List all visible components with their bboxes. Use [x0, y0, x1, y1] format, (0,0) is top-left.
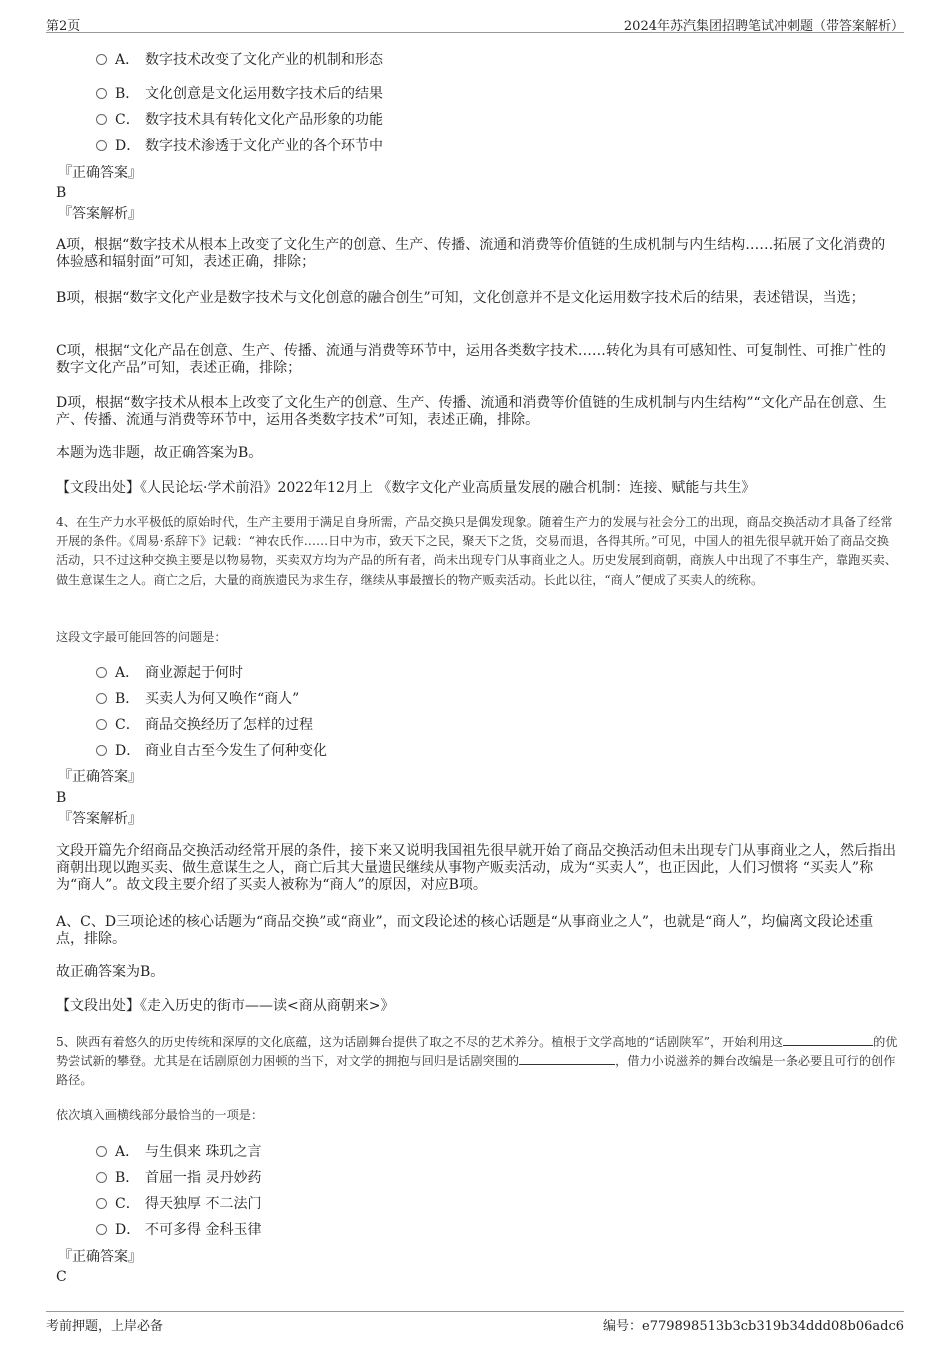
- q3-analysis-c: C项，根据“文化产品在创意、生产、传播、流通与消费等环节中，运用各类数字技术……转化为具有可感知性、可复制性、可推广性的数字文化产品”可知，表述正确，排除；: [56, 343, 886, 376]
- q3-option-b[interactable]: B． 文化创意是文化运用数字技术后的结果: [96, 85, 383, 103]
- q4-option-b[interactable]: B． 买卖人为何又唤作“商人”: [96, 690, 299, 708]
- radio-icon[interactable]: [96, 1146, 107, 1157]
- q3-option-c[interactable]: C． 数字技术具有转化文化产品形象的功能: [96, 111, 383, 129]
- fill-blank-2[interactable]: [519, 1052, 615, 1065]
- radio-icon[interactable]: [96, 88, 107, 99]
- q3-analysis-a: A项，根据“数字技术从根本上改变了文化生产的创意、生产、传播、流通和消费等价值链的生成机制与内生结构……拓展了文化消费的体验感和辐射面”可知，表述正确，排除；: [56, 237, 886, 270]
- fill-blank-1[interactable]: [783, 1033, 873, 1046]
- q3-option-a[interactable]: A． 数字技术改变了文化产业的机制和形态: [96, 51, 383, 69]
- radio-icon[interactable]: [96, 1224, 107, 1235]
- document-id: 编号：e779898513b3cb319b34ddd08b06adc6: [603, 1319, 904, 1334]
- radio-icon[interactable]: [96, 1198, 107, 1209]
- q4-analysis-exclude: A、C、D三项论述的核心话题为“商品交换”或“商业”，而文段论述的核心话题是“从事商业之人”，也就是“商人”，均偏离文段论述重点，排除。: [56, 914, 874, 947]
- radio-icon[interactable]: [96, 693, 107, 704]
- q4-answer-label: 『正确答案』: [58, 769, 142, 785]
- q4-source: 【文段出处】《走入历史的街市——读<商从商朝来>》: [56, 998, 395, 1014]
- page-footer: [46, 1311, 904, 1334]
- q4-stem: 4、在生产力水平极低的原始时代，生产主要用于满足自身所需，产品交换只是偶发现象。随着生产力的发展与社会分工的出现，商品交换活动才具备了经常开展的条件。《周易·系辞下》记载：“神农氏作……日中为市，致天下之民，聚天下之货，交易而退，各得其所。”可见，中国人的祖先很早就开始了商品交换活动，只不过这种交换主要是以物易物，买卖双方均为产品的所有者，尚未出现专门从事商业之人。历史发展到商朝，商族人中出现了不事生产，靠跑买卖、做生意谋生之人。商亡之后，大量的商族遗民为求生存，继续从事最擅长的物产贩卖活动。长此以往，“商人”便成了买卖人的统称。: [56, 515, 897, 587]
- q3-analysis-d: D项，根据“数字技术从根本上改变了文化生产的创意、生产、传播、流通和消费等价值链的生成机制与内生结构”“文化产品在创意、生产、传播、流通与消费等环节中，运用各类数字技术”可知，表述正确，排除。: [56, 395, 887, 428]
- q4-option-a[interactable]: A． 商业源起于何时: [96, 664, 243, 682]
- q4-answer: B: [56, 790, 67, 806]
- radio-icon[interactable]: [96, 54, 107, 65]
- radio-icon[interactable]: [96, 114, 107, 125]
- page-header: [46, 12, 904, 33]
- q3-option-d[interactable]: D． 数字技术渗透于文化产业的各个环节中: [96, 137, 383, 155]
- q5-option-c[interactable]: C． 得天独厚 不二法门: [96, 1195, 261, 1213]
- q5-option-a[interactable]: A． 与生俱来 珠玑之言: [96, 1143, 261, 1161]
- q4-option-d[interactable]: D． 商业自古至今发生了何种变化: [96, 742, 327, 760]
- q4-question: 这段文字最可能回答的问题是：: [56, 630, 227, 644]
- q4-analysis-main: 文段开篇先介绍商品交换活动经常开展的条件，接下来又说明我国祖先很早就开始了商品交换活动但未出现专门从事商业之人，然后指出商朝出现以跑买卖、做生意谋生之人，商亡后其大量遗民继续从事物产贩卖活动，成为“买卖人”，也正因此，人们习惯将 “买卖人”称为“商人”。故文段主要介绍了买卖人被称为“商人”的原因，对应B项。: [56, 843, 896, 893]
- radio-icon[interactable]: [96, 719, 107, 730]
- q3-answer: B: [56, 185, 67, 201]
- q4-option-c[interactable]: C． 商品交换经历了怎样的过程: [96, 716, 313, 734]
- q5-answer-label: 『正确答案』: [58, 1249, 142, 1265]
- radio-icon[interactable]: [96, 1172, 107, 1183]
- footer-slogan: 考前押题，上岸必备: [46, 1319, 164, 1334]
- q5-question: 依次填入画横线部分最恰当的一项是：: [56, 1108, 264, 1122]
- radio-icon[interactable]: [96, 745, 107, 756]
- q5-option-d[interactable]: D． 不可多得 金科玉律: [96, 1221, 261, 1239]
- page-number: 第2页: [46, 19, 81, 34]
- document-title: 2024年苏汽集团招聘笔试冲刺题（带答案解析）: [623, 19, 904, 34]
- q5-answer: C: [56, 1269, 67, 1285]
- q4-analysis-label: 『答案解析』: [58, 811, 142, 827]
- q3-answer-label: 『正确答案』: [58, 165, 142, 181]
- q3-analysis-b: B项，根据“数字文化产业是数字技术与文化创意的融合创生”可知，文化创意并不是文化运用数字技术后的结果，表述错误，当选；: [56, 290, 865, 306]
- q3-analysis-label: 『答案解析』: [58, 206, 142, 222]
- radio-icon[interactable]: [96, 667, 107, 678]
- q5-option-b[interactable]: B． 首屈一指 灵丹妙药: [96, 1169, 261, 1187]
- q5-stem: 5、陕西有着悠久的历史传统和深厚的文化底蕴，这为话剧舞台提供了取之不尽的艺术养分。植根于文学高地的“话剧陕军”，开始利用这 的优势尝试新的攀登。尤其是在话剧原创力困顿的当下，对文学的拥抱与回归是话剧突围的 ，借力小说滋养的舞台改编是一条必要且可行的创作路径。: [56, 1035, 898, 1088]
- radio-icon[interactable]: [96, 140, 107, 151]
- q4-conclusion: 故正确答案为B。: [56, 964, 165, 980]
- q3-source: 【文段出处】《人民论坛·学术前沿》2022年12月上 《数字文化产业高质量发展的融合机制：连接、赋能与共生》: [56, 480, 756, 496]
- q3-conclusion: 本题为选非题，故正确答案为B。: [56, 445, 263, 461]
